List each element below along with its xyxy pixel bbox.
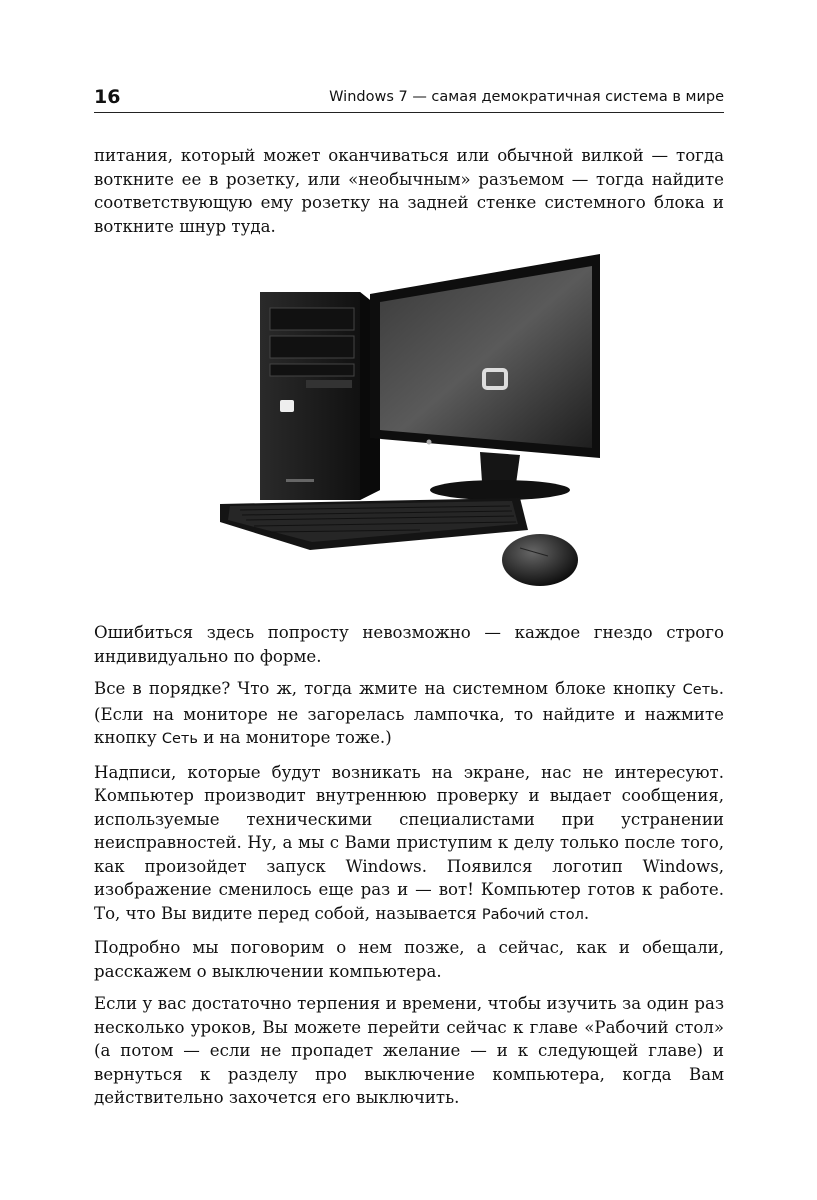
intro-text [94, 144, 724, 247]
paragraph-5: Если у вас достаточно терпения и времени, чтобы изучить за один раз несколько уроков, Вы можете перейти сейчас к главе «Рабочий стол» (а потом — если не пропадет желание — и к следующей главе) и вернуться к разделу про выключение компьютера, когда Вам действительно захочется его выключить. [94, 994, 724, 1107]
term-network-button-monitor: Сеть [161, 731, 198, 747]
paragraph-3-text-a: Надписи, которые будут возникать на экране, нас не интересуют. Компьютер производит внутреннюю проверку и выдает сообщения, используемые техническими специалистами при устранении неисправностей. Ну, а мы с Вами приступим к делу только после того, как произойдет запуск Windows. Появился логотип Windows, изображение сменилось еще раз и — вот! Компьютер готов к работе. То, что Вы видите перед собой, называется [94, 762, 724, 923]
page-number: 16 [94, 86, 121, 108]
paragraph-2-text-b: . (Если на мониторе не загорелась лампочка, то найдите и нажмите кнопку [94, 679, 724, 747]
keyboard [220, 498, 528, 550]
paragraph-3 [94, 761, 724, 928]
running-title: Windows 7 — самая демократичная система в мире [329, 89, 724, 105]
term-desktop: Рабочий стол [481, 906, 584, 923]
desktop-computer-illustration-icon [220, 252, 610, 597]
paragraph-3-text-b: . [583, 903, 590, 923]
mouse [502, 534, 578, 586]
monitor [370, 254, 600, 500]
paragraph-2-text-c: и на мониторе тоже.) [197, 728, 392, 747]
system-unit [260, 292, 380, 500]
paragraph-1: Ошибиться здесь попросту невозможно — каждое гнездо строго индивидуально по форме. [94, 623, 724, 666]
main-text [94, 621, 724, 1119]
computer-figure [220, 252, 610, 597]
paragraph-4: Подробно мы поговорим о нем позже, а сейчас, как и обещали, расскажем о выключении компьютера. [94, 938, 724, 981]
intro-paragraph: питания, который может оканчиваться или обычной вилкой — тогда воткните ее в розетку, или «необычным» разъемом — тогда найдите соответствующую ему розетку на задней стенке системного блока и воткните шнур туда. [94, 146, 724, 236]
term-network-button: Сеть [682, 682, 719, 698]
paragraph-2-text-a: Все в порядке? Что ж, тогда жмите на системном блоке кнопку [94, 679, 683, 698]
paragraph-2 [94, 677, 724, 752]
running-header [94, 86, 724, 113]
